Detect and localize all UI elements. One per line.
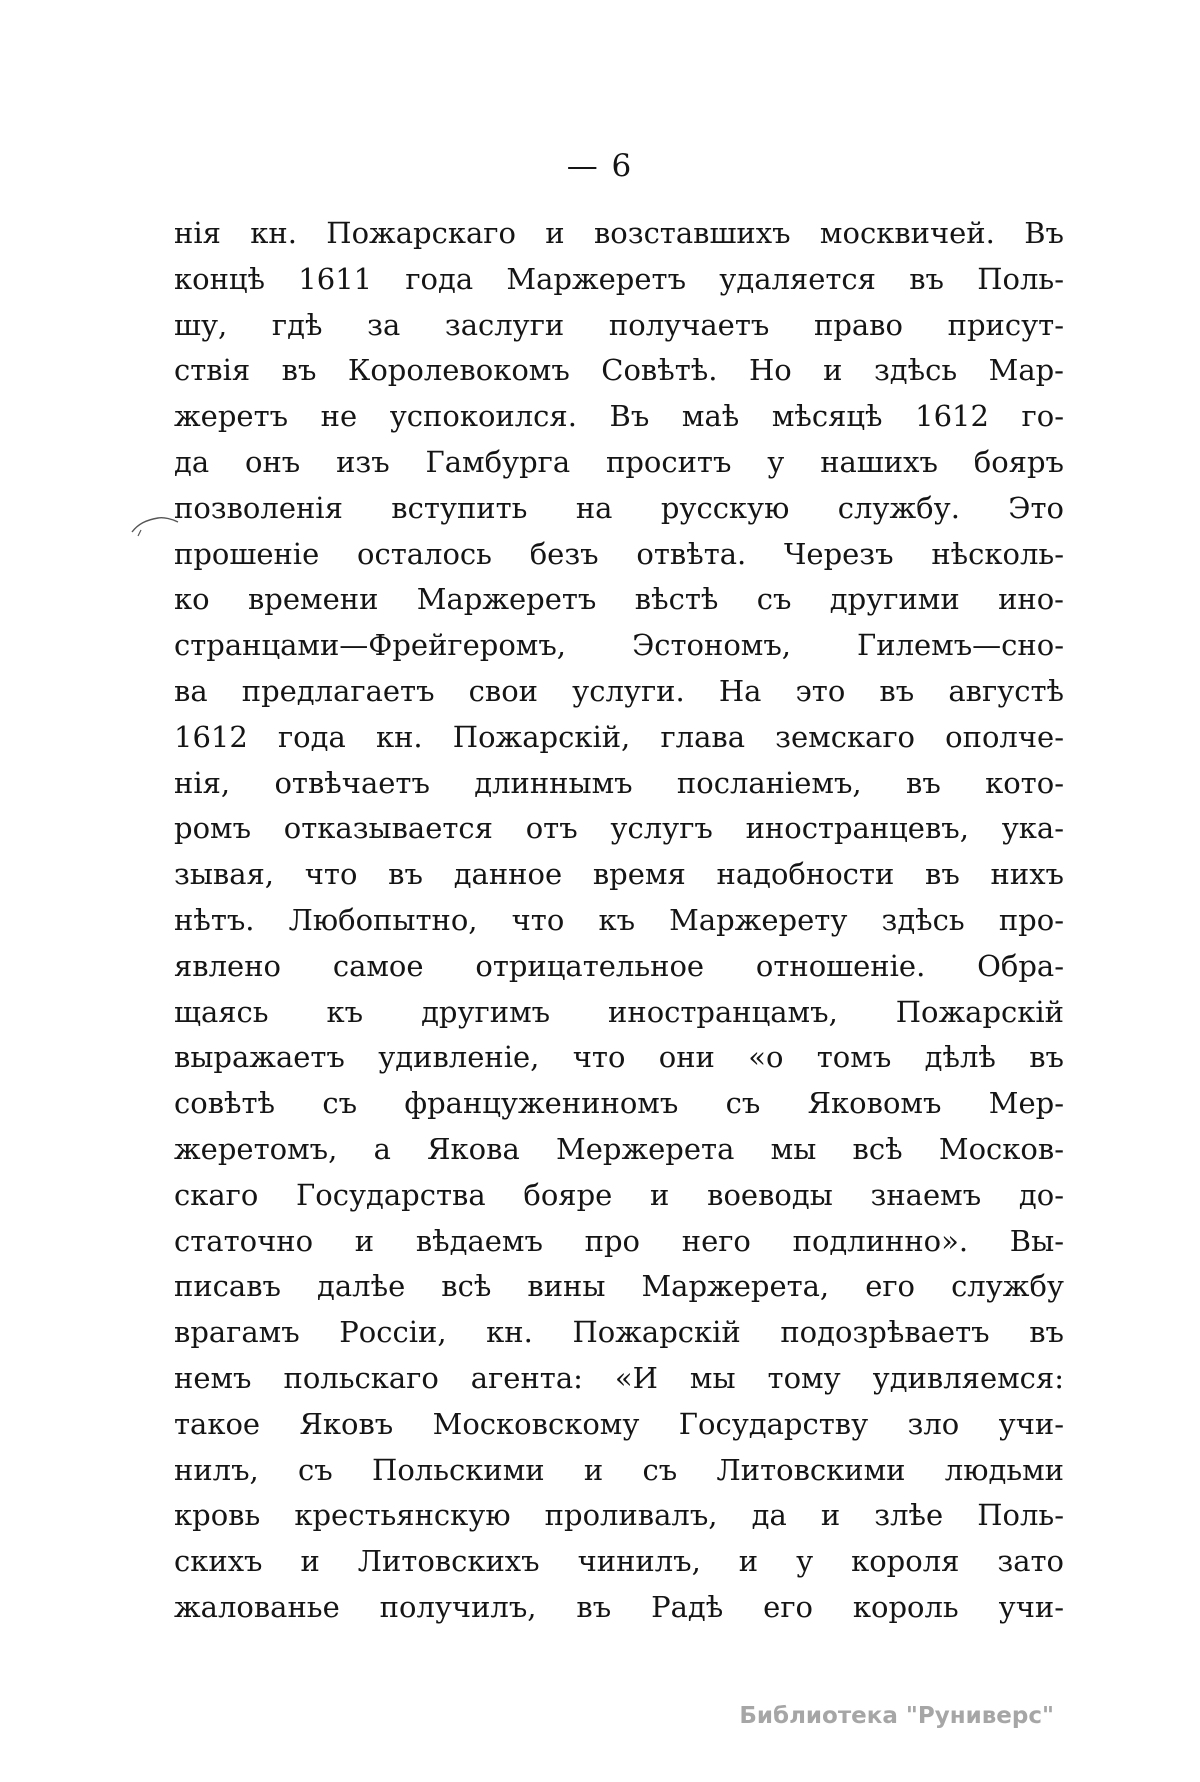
text-line: странцами—Фрейгеромъ, Эстономъ, Гилемъ—сно-	[174, 628, 1064, 663]
text-line: ствія въ Королевокомъ Совѣтѣ. Но и здѣсь Мар-	[174, 353, 1064, 388]
text-line: 1612 года кн. Пожарскій, глава земскаго ополче-	[174, 719, 1064, 754]
text-line: нилъ, съ Польскими и съ Литовскими людьми	[174, 1452, 1064, 1487]
text-line: зывая, что въ данное время надобности въ нихъ	[174, 857, 1064, 892]
text-line: нія кн. Пожарскаго и возставшихъ москвичей. Въ	[174, 216, 1064, 250]
text-line: нѣтъ. Любопытно, что къ Маржерету здѣсь про-	[174, 902, 1064, 937]
text-line: прошеніе осталось безъ отвѣта. Черезъ нѣсколь-	[174, 536, 1064, 571]
text-line: немъ польскаго агента: «И мы тому удивляемся:	[174, 1360, 1064, 1395]
text-line: врагамъ Россіи, кн. Пожарскій подозрѣваетъ въ	[174, 1315, 1064, 1350]
text-line: ко времени Маржеретъ вѣстѣ съ другими ино-	[174, 582, 1064, 617]
text-line: ромъ отказывается отъ услугъ иностранцевъ, ука-	[174, 811, 1064, 846]
library-watermark: Библиотека "Руниверс"	[739, 1703, 1054, 1729]
text-line: позволенія вступить на русскую службу. Это	[174, 490, 1064, 525]
text-line: нія, отвѣчаетъ длиннымъ посланіемъ, въ кото-	[174, 765, 1064, 800]
text-line: явлено самое отрицательное отношеніе. Обра-	[174, 948, 1064, 983]
text-line: щаясь къ другимъ иностранцамъ, Пожарскій	[174, 994, 1064, 1029]
text-line: концѣ 1611 года Маржеретъ удаляется въ Поль-	[174, 261, 1064, 296]
body-text	[174, 211, 1064, 1631]
text-line: да онъ изъ Гамбурга проситъ у нашихъ бояръ	[174, 444, 1064, 479]
text-line: скаго Государства бояре и воеводы знаемъ до-	[174, 1177, 1064, 1212]
text-line: статочно и вѣдаемъ про него подлинно». Вы-	[174, 1223, 1064, 1258]
text-line: кровь крестьянскую проливалъ, да и злѣе Поль-	[174, 1498, 1064, 1533]
page-number: — 6	[566, 148, 634, 184]
text-line: такое Яковъ Московскому Государству зло учи-	[174, 1406, 1064, 1441]
text-line: писавъ далѣе всѣ вины Маржерета, его службу	[174, 1269, 1064, 1304]
text-line: жеретомъ, а Якова Мержерета мы всѣ Москов-	[174, 1131, 1064, 1166]
text-line: жалованье получилъ, въ Радѣ его король учи-	[174, 1589, 1064, 1624]
margin-pencil-mark	[128, 512, 180, 538]
text-line: шу, гдѣ за заслуги получаетъ право присут-	[174, 307, 1064, 342]
text-line: выражаетъ удивленіе, что они «о томъ дѣлѣ въ	[174, 1040, 1064, 1075]
text-line: совѣтѣ съ францужениномъ съ Яковомъ Мер-	[174, 1086, 1064, 1121]
text-line: ва предлагаетъ свои услуги. На это въ августѣ	[174, 673, 1064, 708]
text-line: жеретъ не успокоился. Въ маѣ мѣсяцѣ 1612 го-	[174, 399, 1064, 434]
text-line: скихъ и Литовскихъ чинилъ, и у короля зато	[174, 1544, 1064, 1579]
